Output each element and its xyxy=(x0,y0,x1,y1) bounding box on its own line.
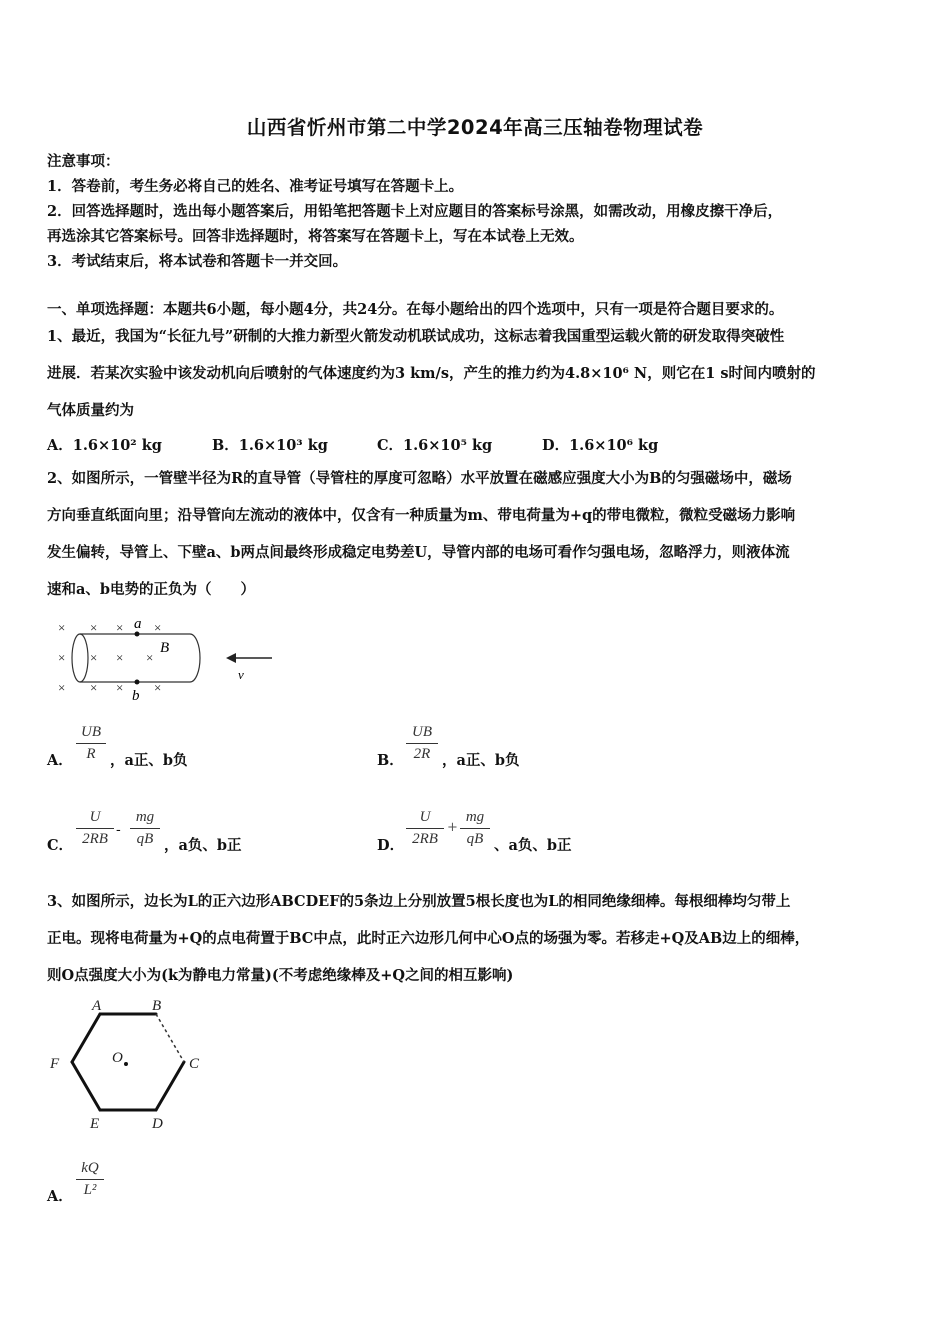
svg-text:×: × xyxy=(90,680,98,695)
q2-option-d-operator: + xyxy=(447,820,458,835)
notice-item: 2．回答选择题时，选出每小题答案后，用铅笔把答题卡上对应题目的答案标号涂黑，如需改动，用橡皮擦干净后， xyxy=(47,203,783,220)
vertex-B: B xyxy=(152,998,162,1014)
q2-option-c-operator: - xyxy=(116,822,121,838)
q3-option-a-fraction: kQ L² xyxy=(76,1160,104,1199)
question-3-text: 3、如图所示，边长为L的正六边形ABCDEF的5条边上分别放置5根长度也为L的相同绝缘细棒。每根细棒均匀带上 xyxy=(47,893,791,910)
svg-text:×: × xyxy=(116,680,124,695)
q2-option-c-tail: ，a负、b正 xyxy=(164,837,242,854)
label-v: v xyxy=(238,667,244,682)
q2-option-a-fraction: UB R xyxy=(76,724,106,763)
hexagon-figure xyxy=(44,996,214,1136)
svg-text:×: × xyxy=(116,620,124,635)
q2-option-d-tail: 、a负、b正 xyxy=(494,837,572,854)
q3-option-a-letter: A． xyxy=(47,1188,73,1205)
section-heading: 一、单项选择题：本题共6小题，每小题4分，共24分。在每小题给出的四个选项中，只有一项是符合题目要求的。 xyxy=(47,301,784,318)
q2-option-b-letter: B． xyxy=(377,752,404,769)
arrow-left-icon xyxy=(226,653,236,663)
vertex-A: A xyxy=(92,998,102,1014)
q2-option-d-fraction-2: mg qB xyxy=(460,809,490,848)
notice-item: 1．答卷前，考生务必将自己的姓名、准考证号填写在答题卡上。 xyxy=(47,178,464,195)
magnetic-field-crosses xyxy=(58,620,161,695)
q1-option-b: B．1.6×10³ kg xyxy=(212,437,328,454)
question-2-text: 方向垂直纸面向里；沿导管向左流动的液体中，仅含有一种质量为m、带电荷量为+q的带电微粒，微粒受磁场力影响 xyxy=(47,507,796,524)
notice-heading: 注意事项： xyxy=(47,153,120,170)
label-B: B xyxy=(160,640,170,656)
question-1-text: 进展．若某次实验中该发动机向后喷射的气体速度约为3 km/s，产生的推力约为4.8×10⁶ N，则它在1 s时间内喷射的 xyxy=(47,365,816,382)
vertex-E: E xyxy=(90,1116,100,1132)
q1-option-c: C．1.6×10⁵ kg xyxy=(377,437,493,454)
label-b: b xyxy=(132,688,140,704)
svg-text:×: × xyxy=(90,620,98,635)
svg-text:×: × xyxy=(154,620,162,635)
svg-text:×: × xyxy=(154,680,162,695)
svg-text:×: × xyxy=(58,620,66,635)
q1-option-d: D．1.6×10⁶ kg xyxy=(542,437,659,454)
svg-text:×: × xyxy=(58,680,66,695)
q2-option-a-tail: ，a正、b负 xyxy=(110,752,188,769)
question-1-text: 气体质量约为 xyxy=(47,402,134,419)
vertex-F: F xyxy=(50,1056,60,1072)
question-2-text: 速和a、b电势的正负为（ ） xyxy=(47,581,256,598)
q2-option-b-tail: ，a正、b负 xyxy=(442,752,520,769)
label-a: a xyxy=(134,616,142,632)
q2-option-d-fraction-1: U 2RB xyxy=(406,809,444,848)
vertex-C: C xyxy=(189,1056,200,1072)
q2-option-c-fraction-1: U 2RB xyxy=(76,809,114,848)
vertex-D: D xyxy=(152,1116,163,1132)
q2-option-b-fraction: UB 2R xyxy=(406,724,438,763)
page-title: 山西省忻州市第二中学2024年高三压轴卷物理试卷 xyxy=(246,116,704,139)
question-1-text: 1、最近，我国为“长征九号”研制的大推力新型火箭发动机联试成功，这标志着我国重型运载火箭的研发取得突破性 xyxy=(47,328,785,345)
notice-item: 再选涂其它答案标号。回答非选择题时，将答案写在答题卡上，写在本试卷上无效。 xyxy=(47,228,584,245)
question-3-text: 则O点强度大小为(k为静电力常量)(不考虑绝缘棒及+Q之间的相互影响) xyxy=(47,967,514,984)
q2-option-d-letter: D． xyxy=(377,837,405,854)
pipe-figure xyxy=(50,612,290,707)
svg-text:×: × xyxy=(146,650,154,665)
svg-text:×: × xyxy=(90,650,98,665)
question-2-text: 发生偏转，导管上、下壁a、b两点间最终形成稳定电势差U，导管内部的电场可看作匀强电场，忽略浮力，则液体流 xyxy=(47,544,790,561)
q2-option-c-fraction-2: mg qB xyxy=(130,809,160,848)
svg-text:×: × xyxy=(58,650,66,665)
notice-item: 3．考试结束后，将本试卷和答题卡一并交回。 xyxy=(47,253,348,270)
question-2-text: 2、如图所示，一管壁半径为R的直导管（导管柱的厚度可忽略）水平放置在磁感应强度大小为B的匀强磁场中，磁场 xyxy=(47,470,792,487)
q2-option-c-letter: C． xyxy=(47,837,74,854)
q2-option-a-letter: A． xyxy=(47,752,73,769)
center-O: O xyxy=(112,1050,123,1066)
svg-text:×: × xyxy=(116,650,124,665)
q1-option-a: A．1.6×10² kg xyxy=(47,437,162,454)
question-3-text: 正电。现将电荷量为+Q的点电荷置于BC中点，此时正六边形几何中心O点的场强为零。若移走+Q及AB边上的细棒， xyxy=(47,930,810,947)
